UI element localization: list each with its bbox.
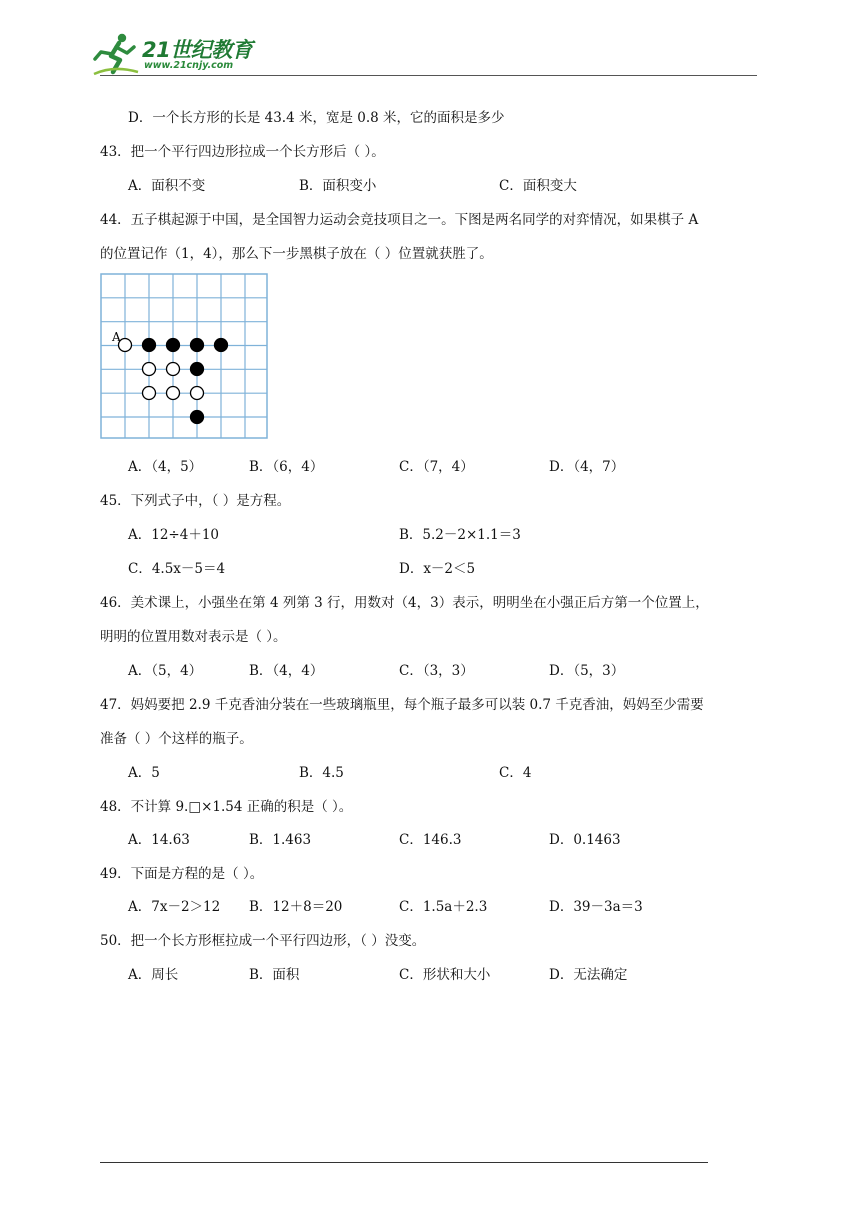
q48-option-d[interactable]: D．0.1463 (549, 832, 621, 848)
q44-option-c[interactable]: C．（7，4） (399, 459, 474, 475)
black-stone (191, 363, 204, 376)
site-logo (92, 30, 292, 80)
q45-option-b[interactable]: B．5.2－2×1.1＝3 (399, 527, 521, 543)
black-stone (143, 339, 156, 352)
logo-name: 21世纪教育 (142, 38, 253, 62)
runner-logo-icon (92, 32, 140, 78)
q45-option-c[interactable]: C．4.5x－5＝4 (128, 561, 226, 577)
black-stone (191, 411, 204, 424)
question-47-line1: 47．妈妈要把 2.9 千克香油分装在一些玻璃瓶里，每个瓶子最多可以装 0.7 千克香油，妈妈至少需要 (100, 697, 704, 713)
q47-option-a[interactable]: A．5 (128, 765, 160, 781)
q46-option-b[interactable]: B．（4，4） (249, 663, 324, 679)
q47-option-c[interactable]: C．4 (499, 765, 532, 781)
question-48: 48．不计算 9.□×1.54 正确的积是（ ）。 (100, 799, 353, 815)
question-45: 45．下列式子中，（ ）是方程。 (100, 493, 291, 509)
q46-option-c[interactable]: C．（3，3） (399, 663, 474, 679)
white-stone (167, 363, 180, 376)
q43-option-b[interactable]: B．面积变小 (299, 178, 377, 194)
page-header (0, 0, 860, 80)
question-44-line2: 的位置记作（1，4），那么下一步黑棋子放在（ ）位置就获胜了。 (100, 246, 493, 262)
question-47-line2: 准备（ ）个这样的瓶子。 (100, 731, 253, 747)
black-stone (191, 339, 204, 352)
black-stone (167, 339, 180, 352)
q46-option-d[interactable]: D．（5，3） (549, 663, 625, 679)
footer-divider (100, 1162, 708, 1163)
question-46-line1: 46．美术课上，小强坐在第 4 列第 3 行，用数对（4，3）表示，明明坐在小强正后方第一个位置上， (100, 595, 709, 611)
header-divider (100, 75, 757, 76)
question-43: 43．把一个平行四边形拉成一个长方形后（ ）。 (100, 144, 385, 160)
question-50: 50．把一个长方形框拉成一个平行四边形，（ ）没变。 (100, 933, 426, 949)
q49-option-d[interactable]: D．39－3a＝3 (549, 899, 643, 915)
question-44-line1: 44．五子棋起源于中国，是全国智力运动会竞技项目之一。下图是两名同学的对弈情况，如果棋子 A (100, 212, 699, 228)
q50-option-b[interactable]: B．面积 (249, 967, 300, 983)
question-46-line2: 明明的位置用数对表示是（ ）。 (100, 629, 287, 645)
black-stone (215, 339, 228, 352)
q44-option-b[interactable]: B．（6，4） (249, 459, 324, 475)
board-frame (101, 274, 267, 438)
q50-option-c[interactable]: C．形状和大小 (399, 967, 491, 983)
stone-label-a: A (112, 330, 121, 344)
white-stone (143, 363, 156, 376)
prev-option-d: D．一个长方形的长是 43.4 米，宽是 0.8 米，它的面积是多少 (128, 110, 505, 126)
q48-option-c[interactable]: C．146.3 (399, 832, 462, 848)
q44-option-d[interactable]: D．（4，7） (549, 459, 625, 475)
q43-option-c[interactable]: C．面积变大 (499, 178, 577, 194)
logo-url: www.21cnjy.com (144, 60, 234, 71)
q45-option-a[interactable]: A．12÷4＋10 (128, 527, 220, 543)
white-stone (167, 387, 180, 400)
q45-option-d[interactable]: D．x－2＜5 (399, 561, 476, 577)
q47-option-b[interactable]: B．4.5 (299, 765, 344, 781)
q48-option-a[interactable]: A．14.63 (128, 832, 190, 848)
q49-option-a[interactable]: A．7x－2＞12 (128, 899, 221, 915)
white-stone (143, 387, 156, 400)
q50-option-a[interactable]: A．周长 (128, 967, 179, 983)
gomoku-board (100, 273, 268, 439)
q43-option-a[interactable]: A．面积不变 (128, 178, 206, 194)
question-49: 49．下面是方程的是（ ）。 (100, 866, 264, 882)
q44-option-a[interactable]: A．（4，5） (128, 459, 203, 475)
q46-option-a[interactable]: A．（5，4） (128, 663, 203, 679)
q49-option-c[interactable]: C．1.5a＋2.3 (399, 899, 488, 915)
q48-option-b[interactable]: B．1.463 (249, 832, 312, 848)
q50-option-d[interactable]: D．无法确定 (549, 967, 628, 983)
white-stone (191, 387, 204, 400)
q49-option-b[interactable]: B．12＋8＝20 (249, 899, 343, 915)
